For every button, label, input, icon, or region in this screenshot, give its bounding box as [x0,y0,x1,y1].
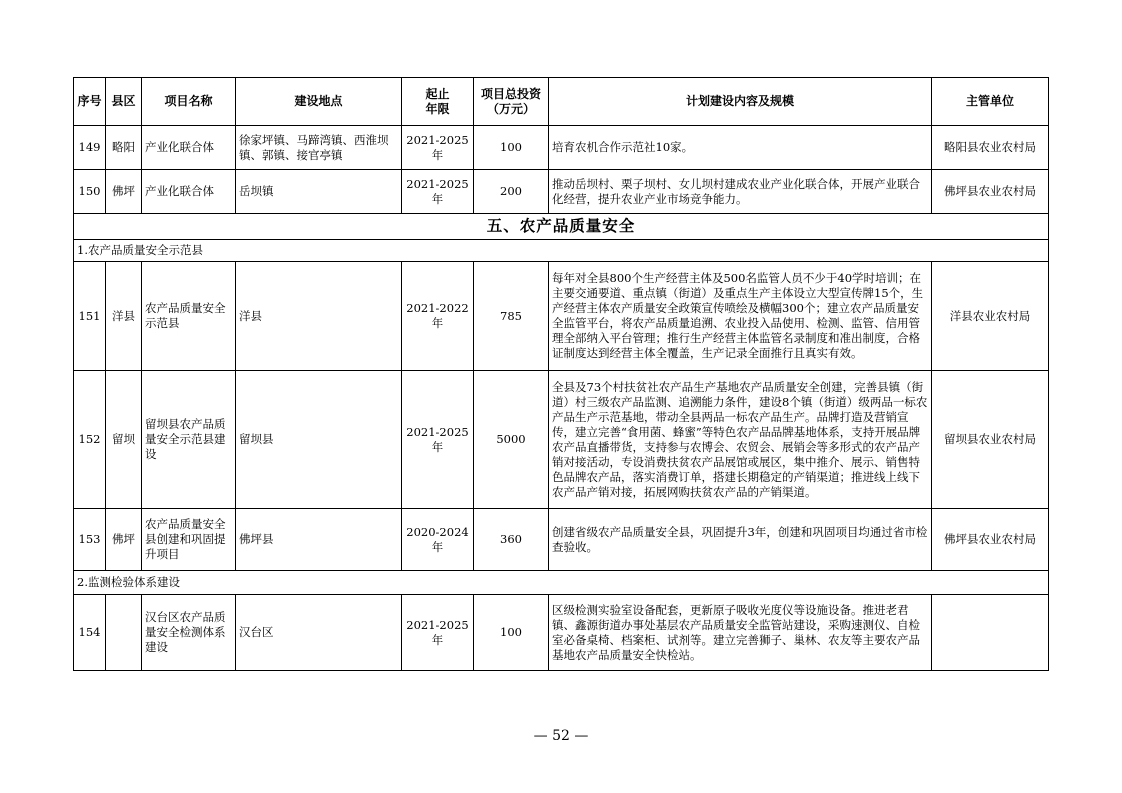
header-county: 县区 [106,78,142,126]
cell-investment: 100 [474,595,549,671]
cell-seq: 153 [74,509,106,571]
cell-name: 农产品质量安全示范县 [142,262,236,371]
cell-seq: 154 [74,595,106,671]
cell-seq: 149 [74,126,106,170]
cell-content: 全县及73个村扶贫社农产品生产基地农产品质量安全创建，完善县镇（街道）村三级农产品监测、追溯能力条件，建设8个镇（街道）级两品一标农产品生产示范基地，带动全县两品一标农产品生产。品牌打造及营销宣传，建立完善“食用菌、蜂蜜”等特色农产品品牌基地体系，支持开展品牌农产品直播带货，支持参与农博会、农贸会、展销会等多形式的农产品产销对接活动，专设消费扶贫农产品展馆或展区，集中推介、展示、销售特色品牌农产品，落实消费订单，搭建长期稳定的产销渠道；推进线上线下农产品产销对接，拓展网购扶贫农产品的产销渠道。 [549,371,932,509]
project-table [73,77,1049,671]
header-name: 项目名称 [142,78,236,126]
cell-name: 农产品质量安全县创建和巩固提升项目 [142,509,236,571]
table-row [74,262,1049,371]
cell-county: 略阳 [106,126,142,170]
cell-name: 留坝县农产品质量安全示范县建设 [142,371,236,509]
cell-period: 2020-2024年 [402,509,474,571]
cell-seq: 150 [74,170,106,214]
cell-seq: 151 [74,262,106,371]
cell-location: 岳坝镇 [236,170,402,214]
subsection-row [74,240,1049,262]
cell-name: 产业化联合体 [142,126,236,170]
cell-period: 2021-2022年 [402,262,474,371]
cell-location: 徐家坪镇、马蹄湾镇、西淮坝镇、郭镇、接官亭镇 [236,126,402,170]
subsection-title-1: 1.农产品质量安全示范县 [74,240,1049,262]
cell-dept: 佛坪县农业农村局 [932,170,1049,214]
cell-content: 创建省级农产品质量安全县，巩固提升3年，创建和巩固项目均通过省市检查验收。 [549,509,932,571]
section-row [74,214,1049,240]
table-row [74,126,1049,170]
cell-content: 推动岳坝村、栗子坝村、女儿坝村建成农业产业化联合体，开展产业联合化经营，提升农业产业市场竞争能力。 [549,170,932,214]
table-row [74,595,1049,671]
cell-dept: 佛坪县农业农村局 [932,509,1049,571]
cell-dept: 洋县农业农村局 [932,262,1049,371]
cell-content: 每年对全县800个生产经营主体及500名监管人员不少于40学时培训；在主要交通要道、重点镇（街道）及重点生产主体设立大型宣传牌15个，生产经营主体农产质量安全政策宣传喷绘及横幅300个；建立农产品质量安全监管平台，将农产品质量追溯、农业投入品使用、检测、监管、信用管理全部纳入平台管理；推行生产经营主体监管名录制度和准出制度，合格证制度达到经营主体全覆盖，生产记录全面推行且真实有效。 [549,262,932,371]
cell-location: 汉台区 [236,595,402,671]
cell-county: 佛坪 [106,509,142,571]
cell-investment: 785 [474,262,549,371]
cell-seq: 152 [74,371,106,509]
cell-location: 佛坪县 [236,509,402,571]
header-period: 起止 年限 [402,78,474,126]
cell-content: 区级检测实验室设备配套，更新原子吸收光度仪等设施设备。推进老君镇、鑫源街道办事处基层农产品质量安全监管站建设，采购速测仪、自检室必备桌椅、档案柜、试剂等。建立完善狮子、巢林、农友等主要农产品基地农产品质量安全快检站。 [549,595,932,671]
header-investment: 项目总投资 （万元） [474,78,549,126]
table-row [74,170,1049,214]
cell-dept: 留坝县农业农村局 [932,371,1049,509]
cell-investment: 5000 [474,371,549,509]
header-content: 计划建设内容及规模 [549,78,932,126]
cell-investment: 360 [474,509,549,571]
header-dept: 主管单位 [932,78,1049,126]
header-seq: 序号 [74,78,106,126]
cell-period: 2021-2025年 [402,371,474,509]
cell-county: 留坝 [106,371,142,509]
cell-location: 留坝县 [236,371,402,509]
cell-location: 洋县 [236,262,402,371]
table-row [74,371,1049,509]
page-number: — 52 — [533,728,589,744]
cell-investment: 100 [474,126,549,170]
cell-county: 洋县 [106,262,142,371]
table-row [74,509,1049,571]
cell-period: 2021-2025年 [402,126,474,170]
cell-name: 产业化联合体 [142,170,236,214]
header-location: 建设地点 [236,78,402,126]
cell-period: 2021-2025年 [402,595,474,671]
cell-county [106,595,142,671]
cell-name: 汉台区农产品质量安全检测体系建设 [142,595,236,671]
cell-county: 佛坪 [106,170,142,214]
table-header-row [74,78,1049,126]
cell-period: 2021-2025年 [402,170,474,214]
section-title: 五、农产品质量安全 [74,214,1049,240]
subsection-row [74,571,1049,595]
subsection-title-2: 2.监测检验体系建设 [74,571,1049,595]
cell-dept [932,595,1049,671]
cell-content: 培育农机合作示范社10家。 [549,126,932,170]
cell-investment: 200 [474,170,549,214]
cell-dept: 略阳县农业农村局 [932,126,1049,170]
